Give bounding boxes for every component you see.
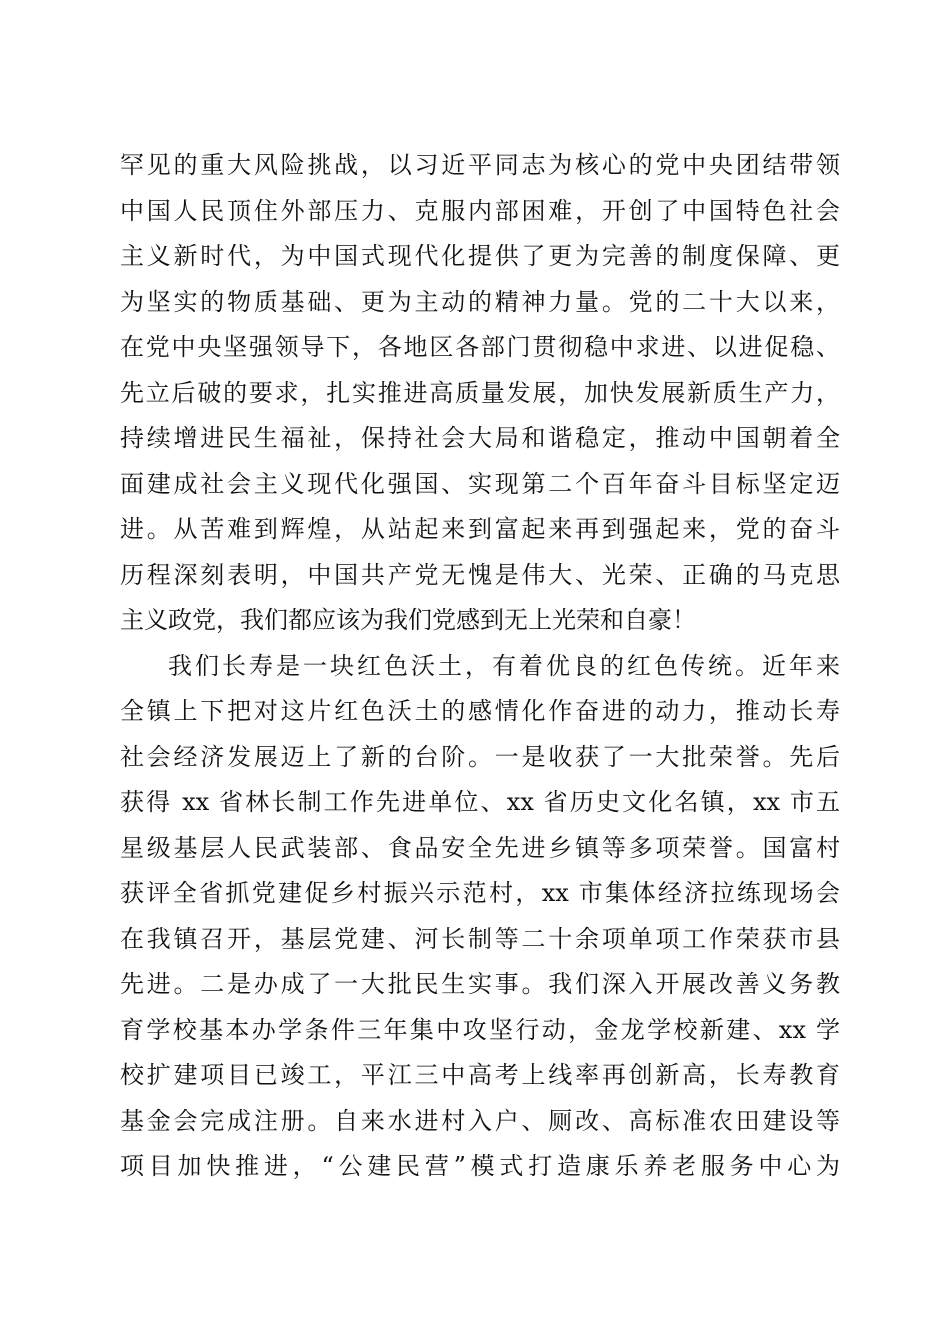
text-line: 获评全省抓党建促乡村振兴示范村，xx 市集体经济拉练现场会 <box>120 879 840 907</box>
text-line: 星级基层人民武装部、食品安全先进乡镇等多项荣誉。国富村 <box>120 833 840 862</box>
text-line: 先进。二是办成了一大批民生实事。我们深入开展改善义务教 <box>120 970 840 998</box>
text-line: 中国人民顶住外部压力、克服内部困难，开创了中国特色社会 <box>120 196 840 225</box>
text-line: 进。从苦难到辉煌，从站起来到富起来再到强起来，党的奋斗 <box>120 515 840 543</box>
text-line: 我们长寿是一块红色沃土，有着优良的红色传统。近年来 <box>168 651 840 680</box>
text-line: 历程深刻表明，中国共产党无愧是伟大、光荣、正确的马克思 <box>120 560 840 589</box>
text-line: 在我镇召开，基层党建、河长制等二十余项单项工作荣获市县 <box>120 924 840 953</box>
text-line: 先立后破的要求，扎实推进高质量发展，加快发展新质生产力， <box>120 378 840 407</box>
text-line: 获得 xx 省林长制工作先进单位、xx 省历史文化名镇，xx 市五 <box>120 788 840 816</box>
text-line: 校扩建项目已竣工，平江三中高考上线率再创新高，长寿教育 <box>120 1061 840 1089</box>
text-line: 全镇上下把对这片红色沃土的感情化作奋进的动力，推动长寿 <box>120 697 840 725</box>
text-line: 在党中央坚强领导下，各地区各部门贯彻稳中求进、以进促稳、 <box>120 333 840 361</box>
text-line: 为坚实的物质基础、更为主动的精神力量。党的二十大以来， <box>120 287 840 316</box>
document-body <box>120 143 840 1190</box>
text-line: 项目加快推进，“公建民营”模式打造康乐养老服务中心为 <box>120 1152 840 1180</box>
text-line: 主义政党，我们都应该为我们党感到无上光荣和自豪！ <box>120 606 696 634</box>
paragraph-1 <box>120 143 840 644</box>
text-line: 持续增进民生福祉，保持社会大局和谐稳定，推动中国朝着全 <box>120 424 840 452</box>
text-line: 社会经济发展迈上了新的台阶。一是收获了一大批荣誉。先后 <box>120 742 840 771</box>
text-line: 罕见的重大风险挑战，以习近平同志为核心的党中央团结带领 <box>120 151 840 179</box>
text-line: 面建成社会主义现代化强国、实现第二个百年奋斗目标坚定迈 <box>120 469 840 498</box>
text-line: 基金会完成注册。自来水进村入户、厕改、高标准农田建设等 <box>120 1106 840 1135</box>
paragraph-2 <box>120 644 840 1190</box>
text-line: 主义新时代，为中国式现代化提供了更为完善的制度保障、更 <box>120 242 840 270</box>
text-line: 育学校基本办学条件三年集中攻坚行动，金龙学校新建、xx 学 <box>120 1015 840 1044</box>
